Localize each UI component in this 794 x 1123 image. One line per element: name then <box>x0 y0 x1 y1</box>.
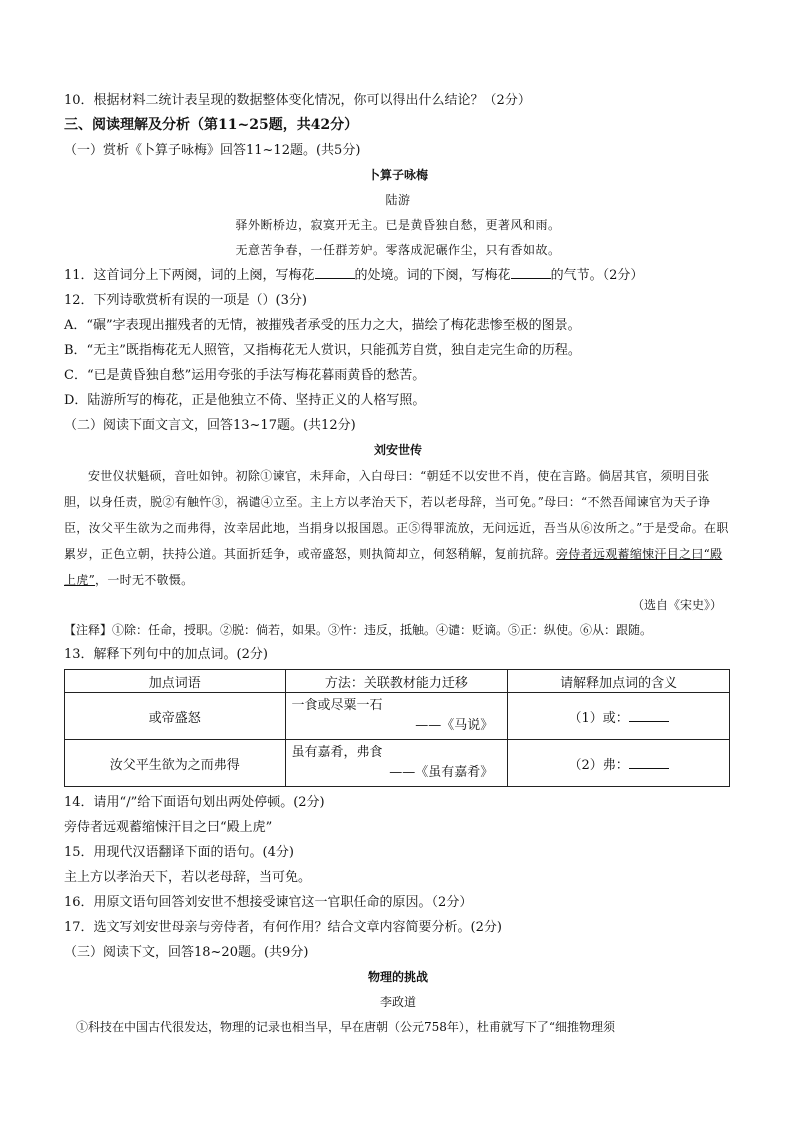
q13-answer-blank-1[interactable] <box>629 709 669 722</box>
option-c: C．“已是黄昏独自愁”运用夸张的手法写梅花暮雨黄昏的愁苦。 <box>64 368 426 383</box>
option-d: D．陆游所写的梅花，正是他独立不倚、坚持正义的人格写照。 <box>64 393 426 408</box>
q13-example-cell-2 <box>285 740 508 787</box>
question-15-text: 主上方以孝治天下，若以老母辞，当可免。 <box>64 870 312 885</box>
wenyan-paragraph <box>64 463 732 593</box>
question-12-stem: 12．下列诗歌赏析有误的一项是（）(3分) <box>64 293 307 308</box>
wenyan-text-2: 然吾闻谏官为天子诤臣，汝父平生欲为之而弗得，汝幸居此地，当捐身以报国恩。正⑤得罪流放，无问远近， <box>64 495 711 535</box>
q11-part-a: 11．这首词分上下两阕，词的上阕，写梅花 <box>64 268 315 283</box>
q11-part-b: 的处境。词的下阕，写梅花 <box>354 268 511 283</box>
question-16: 16．用原文语句回答刘安世不想接受谏官这一官职任命的原因。（2分） <box>64 895 473 910</box>
wenyan-text-1: 安世仪状魁硕，音吐如钟。初除①谏官，未拜命，入白母曰：“朝廷不以安世不肖，使在言路。倘居其官，须明目张胆，以身任责，脱②有触忤③，祸谴④立至。主上方以孝治天下，若以老母辞，当可免。”母曰：“不 <box>64 469 710 509</box>
wenyan-text-4b: ，一时无不敬慑。 <box>95 573 194 587</box>
part-3-intro: （三）阅读下文，回答18~20题。(共9分) <box>64 945 309 960</box>
q13-example-source-2: ——《虽有嘉肴》 <box>389 765 494 780</box>
q13-answer-label-1: （1）或： <box>568 710 629 726</box>
article-paragraph-1: ①科技在中国古代很发达，物理的记录也相当早，早在唐朝（公元758年），杜甫就写下了“细推物理须 <box>76 1020 616 1034</box>
wenyan-underlined-sentence: 旁侍者远观蓄缩悚汗目之曰“殿上虎” <box>64 547 723 587</box>
q13-example-source-1: ——《马说》 <box>415 718 494 733</box>
part-1-intro: （一）赏析《卜算子咏梅》回答11~12题。(共5分) <box>64 143 361 158</box>
article-author: 李政道 <box>379 995 416 1009</box>
question-17: 17．选文写刘安世母亲与旁侍者，有何作用？结合文章内容简要分析。(2分) <box>64 920 502 935</box>
question-11 <box>64 263 732 288</box>
q11-blank-2[interactable] <box>511 266 551 279</box>
q13-answer-label-2: （2）弗： <box>568 757 629 773</box>
part-2-intro: （二）阅读下面文言文，回答13~17题。(共12分) <box>64 418 356 433</box>
q13-header-meaning: 请解释加点词的含义 <box>508 670 730 693</box>
q13-table-header <box>65 670 730 693</box>
q13-word-1: 或帝盛怒 <box>65 693 286 740</box>
q13-example-2: 虽有嘉肴，弗食 <box>291 745 383 760</box>
poem-line-1: 驿外断桥边，寂寞开无主。已是黄昏独自愁，更著风和雨。 <box>235 218 561 232</box>
poem-line-2: 无意苦争春，一任群芳妒。零落成泥碾作尘，只有香如故。 <box>235 243 561 257</box>
q13-table <box>64 669 730 787</box>
poem-author: 陆游 <box>385 193 411 207</box>
q11-blank-1[interactable] <box>315 266 355 279</box>
q13-word-2: 汝父平生欲为之而弗得 <box>65 740 286 787</box>
q13-header-method: 方法：关联教材能力迁移 <box>285 670 508 693</box>
q13-answer-cell-1 <box>508 693 730 740</box>
q11-part-c: 的气节。（2分） <box>550 268 644 283</box>
q13-answer-cell-2 <box>508 740 730 787</box>
question-14: 14．请用“/”给下面语句划出两处停顿。(2分) <box>64 795 325 810</box>
q13-example-1: 一食或尽粟一石 <box>291 698 383 713</box>
q13-answer-blank-2[interactable] <box>629 756 669 769</box>
poem-title: 卜算子咏梅 <box>367 168 428 182</box>
q13-header-word: 加点词语 <box>65 670 286 693</box>
section-3-heading: 三、阅读理解及分析（第11~25题，共42分） <box>64 117 359 133</box>
table-row <box>65 693 730 740</box>
q13-example-cell-1 <box>285 693 508 740</box>
wenyan-text-4a: 稍解，复前抗辞。 <box>457 547 557 561</box>
table-row <box>65 740 730 787</box>
exam-page <box>64 88 732 1040</box>
annotation: 【注释】①除：任命，授职。②脱：倘若，如果。③忤：违反，抵触。④谴：贬谪。⑤正：纵使。⑥从：跟随。 <box>64 623 653 637</box>
wenyan-title: 刘安世传 <box>373 443 422 457</box>
wenyan-text-3: 吾当从⑥汝所之。”于是受命。在职累岁，正色立朝，扶持公道。其面折廷争，或帝盛怒，则执简却立，伺怒 <box>64 521 729 561</box>
question-10: 10．根据材料二统计表呈现的数据整体变化情况，你可以得出什么结论？（2分） <box>64 93 531 108</box>
wenyan-source: （选自《宋史》） <box>631 598 722 612</box>
question-15: 15．用现代汉语翻译下面的语句。(4分) <box>64 845 294 860</box>
question-14-text: 旁侍者远观蓄缩悚汗目之曰“殿上虎” <box>64 820 273 835</box>
article-title: 物理的挑战 <box>367 970 428 984</box>
question-13-stem: 13．解释下列句中的加点词。(2分) <box>64 647 268 662</box>
option-a: A．“碾”字表现出摧残者的无情，被摧残者承受的压力之大，描绘了梅花悲惨至极的图景。 <box>64 318 581 333</box>
option-b: B．“无主”既指梅花无人照管，又指梅花无人赏识，只能孤芳自赏，独自走完生命的历程。 <box>64 343 581 358</box>
